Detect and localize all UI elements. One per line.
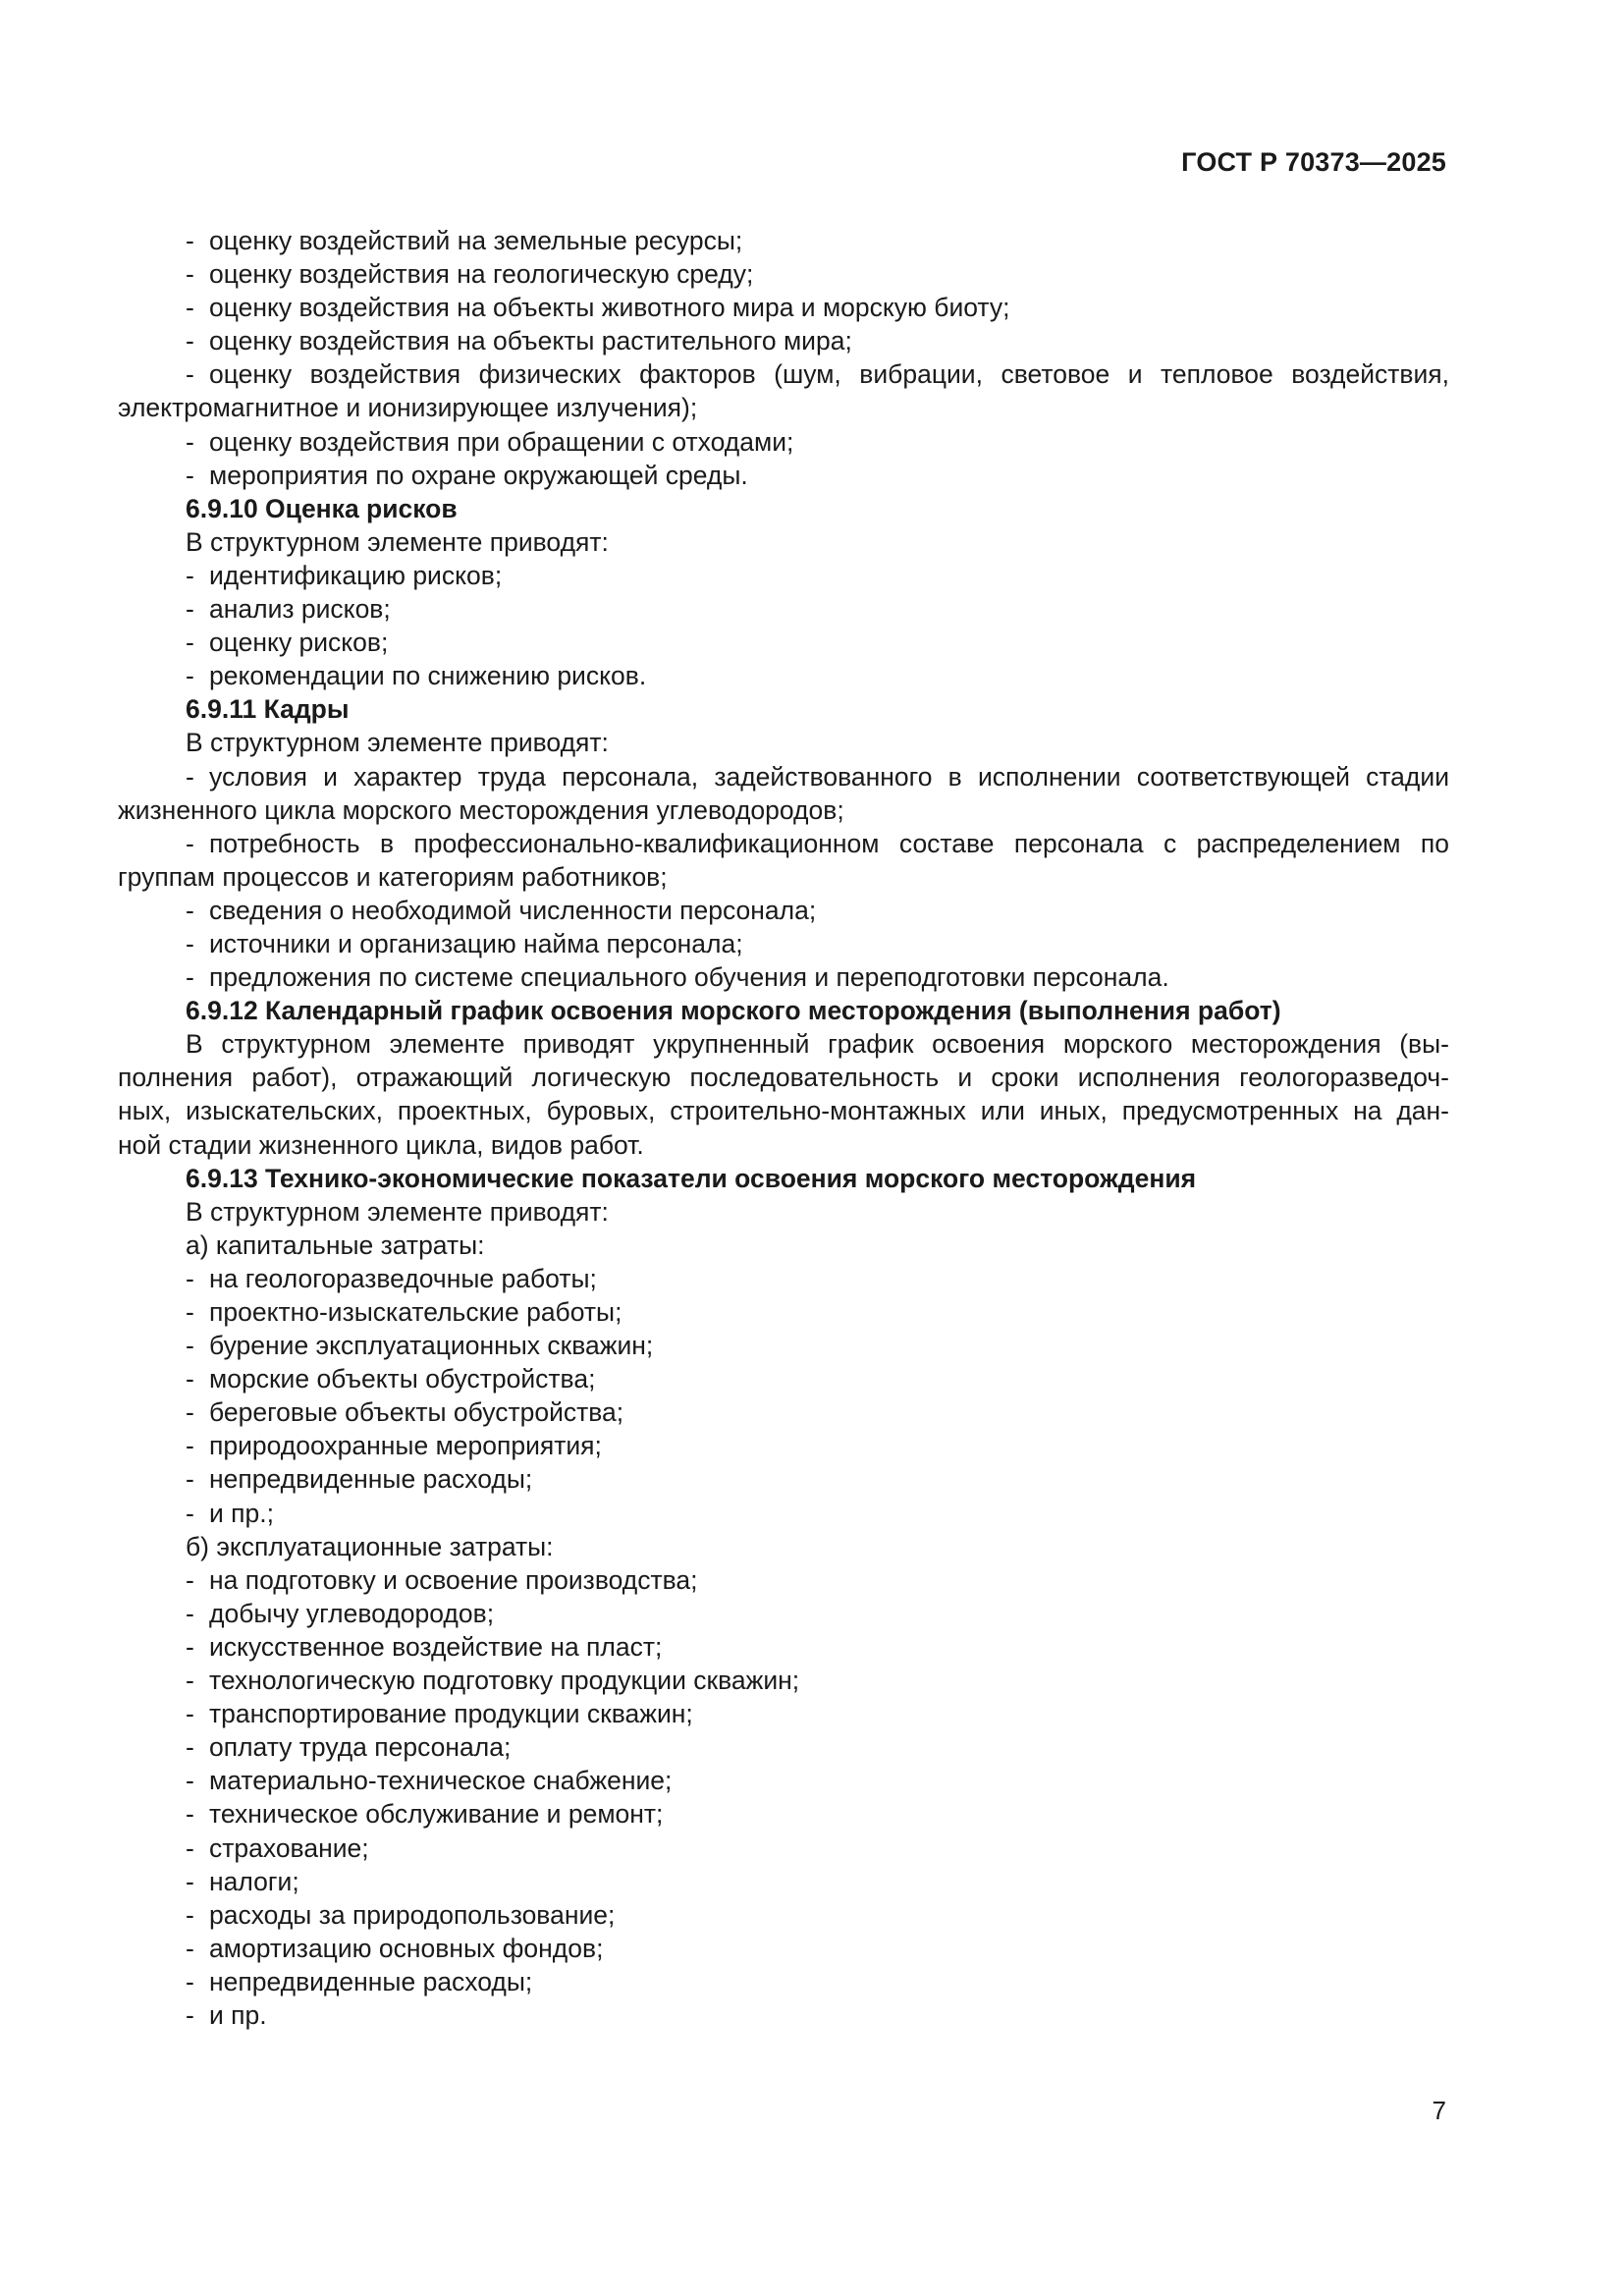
list-item: - оценку воздействия физических факторов (шум, вибрации, световое и тепловое воздействия, — [186, 359, 1449, 390]
list-item: - оценку воздействия на объекты растительного мира; — [186, 326, 852, 356]
list-item: - оценку рисков; — [186, 628, 389, 658]
paragraph-line: ных, изыскательских, проектных, буровых, строительно-монтажных или иных, предусмотренных на дан- — [118, 1096, 1449, 1126]
list-item: - проектно-изыскательские работы; — [186, 1297, 622, 1327]
list-item: - анализ рисков; — [186, 594, 391, 625]
list-item: - предложения по системе специального обучения и переподготовки персонала. — [186, 962, 1169, 993]
list-item-continuation: жизненного цикла морского месторождения углеводородов; — [118, 794, 844, 825]
list-item: - мероприятия по охране окружающей среды. — [186, 460, 748, 490]
list-item: - материально-техническое снабжение; — [186, 1766, 673, 1796]
list-item: - и пр. — [186, 1999, 267, 2030]
section-heading: 6.9.12 Календарный график освоения морского месторождения (выполнения работ) — [186, 996, 1281, 1026]
page-number: 7 — [1432, 2096, 1446, 2125]
list-item: - на геологоразведочные работы; — [186, 1263, 597, 1293]
list-item: - оценку воздействия на объекты животного мира и морскую биоту; — [186, 293, 1010, 323]
list-item-continuation: группам процессов и категориям работников; — [118, 861, 668, 892]
section-intro: В структурном элементе приводят: — [186, 1196, 609, 1227]
document-body — [118, 224, 1449, 2032]
list-item: - транспортирование продукции скважин; — [186, 1699, 693, 1729]
paragraph-line: ной стадии жизненного цикла, видов работ. — [118, 1129, 644, 1160]
list-item: - условия и характер труда персонала, задействованного в исполнении соответствующей стадии — [186, 761, 1449, 792]
list-item: - оценку воздействия при обращении с отходами; — [186, 426, 794, 457]
list-item: - идентификацию рисков; — [186, 560, 503, 590]
list-item: - рекомендации по снижению рисков. — [186, 661, 647, 691]
list-item: - природоохранные мероприятия; — [186, 1431, 602, 1461]
list-item: - технологическую подготовку продукции скважин; — [186, 1666, 800, 1696]
list-item: - береговые объекты обустройства; — [186, 1397, 624, 1428]
list-item: - оценку воздействия на геологическую среду; — [186, 259, 754, 290]
section-heading: 6.9.13 Технико-экономические показатели освоения морского месторождения — [186, 1163, 1197, 1193]
list-item: - налоги; — [186, 1866, 299, 1896]
list-item: - потребность в профессионально-квалификационном составе персонала с распределением по — [186, 828, 1449, 858]
list-item: - сведения о необходимой численности персонала; — [186, 895, 817, 925]
list-item: - на подготовку и освоение производства; — [186, 1564, 698, 1595]
list-item: - добычу углеводородов; — [186, 1598, 495, 1628]
list-item: - страхование; — [186, 1832, 369, 1863]
list-item: - источники и организацию найма персонала; — [186, 928, 743, 958]
list-item: - оценку воздействий на земельные ресурсы; — [186, 226, 743, 255]
list-item: - искусственное воздействие на пласт; — [186, 1631, 663, 1662]
list-item: - оплату труда персонала; — [186, 1732, 512, 1763]
sublist-label: б) эксплуатационные затраты: — [186, 1531, 554, 1561]
list-item: - непредвиденные расходы; — [186, 1966, 533, 1996]
list-item: - непредвиденные расходы; — [186, 1464, 533, 1495]
sublist-label: а) капитальные затраты: — [186, 1230, 485, 1260]
paragraph-line: полнения работ), отражающий логическую последовательность и сроки исполнения геологоразведоч- — [118, 1063, 1449, 1093]
list-item: - бурение эксплуатационных скважин; — [186, 1331, 654, 1361]
document-code: ГОСТ Р 70373—2025 — [1181, 147, 1446, 177]
list-item: - и пр.; — [186, 1498, 274, 1528]
list-item: - расходы за природопользование; — [186, 1899, 616, 1930]
list-item-continuation: электромагнитное и ионизирующее излучения); — [118, 393, 698, 423]
paragraph-line: В структурном элементе приводят укрупненный график освоения морского месторождения (вы- — [186, 1029, 1449, 1060]
list-item: - техническое обслуживание и ремонт; — [186, 1799, 664, 1830]
section-intro: В структурном элементе приводят: — [186, 526, 609, 557]
list-item: - морские объекты обустройства; — [186, 1364, 596, 1394]
section-intro: В структурном элементе приводят: — [186, 728, 609, 758]
list-item: - амортизацию основных фондов; — [186, 1933, 604, 1963]
section-heading: 6.9.10 Оценка рисков — [186, 493, 458, 523]
section-heading: 6.9.11 Кадры — [186, 694, 350, 725]
